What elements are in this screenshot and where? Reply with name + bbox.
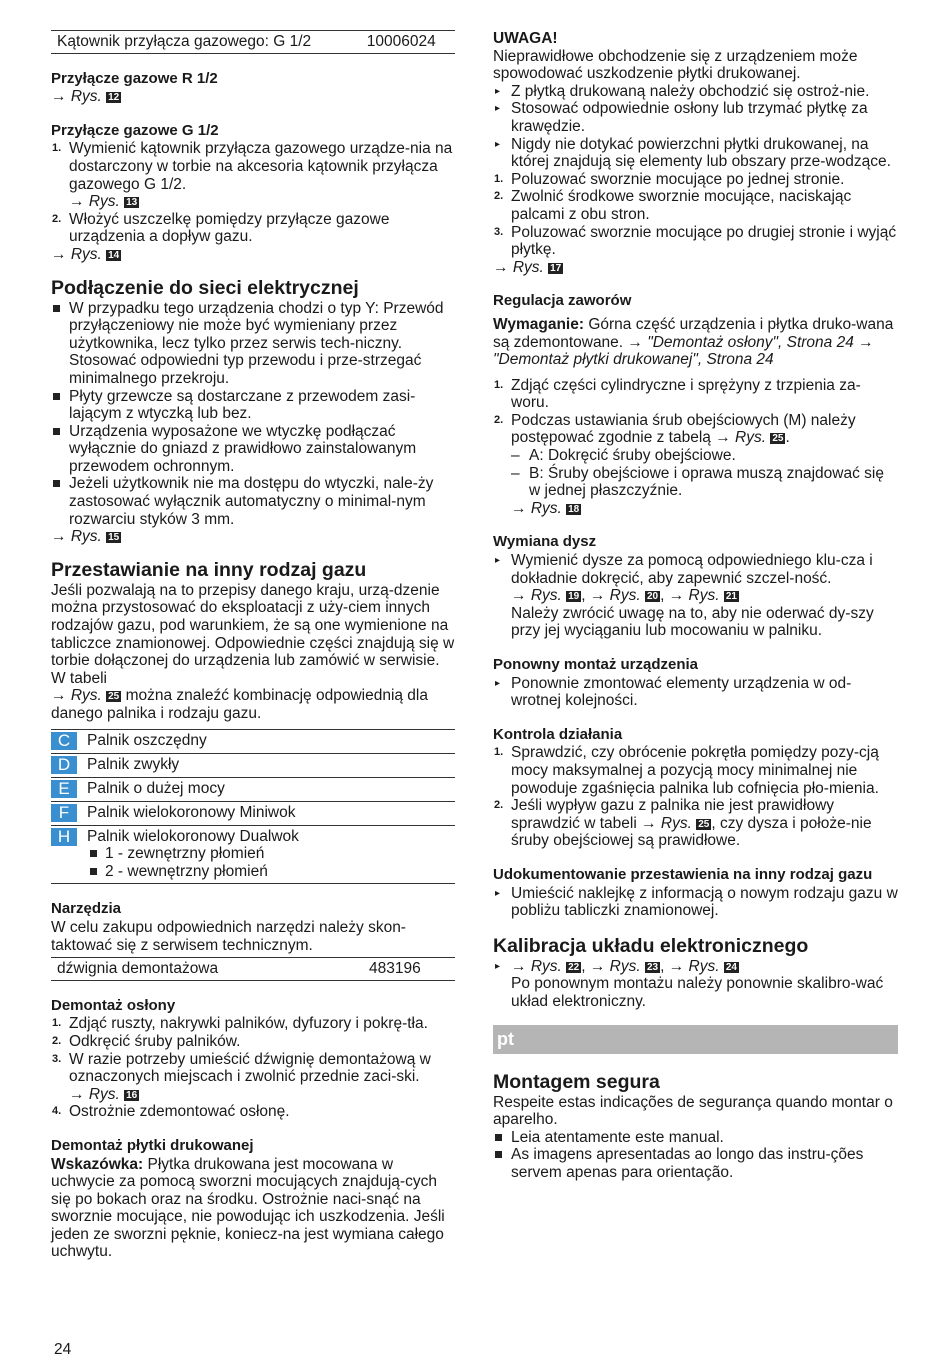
figure-badge: 24 [725, 961, 737, 973]
electric-ref: → Rys. 15 [51, 528, 120, 546]
burner-row [51, 778, 455, 802]
burner-letter: H [51, 828, 77, 846]
warning-text: Nieprawidłowe obchodzenie się z urządzeniem może spowodować uszkodzenie płytki drukowanej. [493, 47, 858, 83]
burner-row [51, 730, 455, 754]
figure-badge: 16 [126, 1089, 138, 1101]
burner-letter: F [51, 804, 77, 822]
electric-heading: Podłączenie do sieci elektrycznej [51, 276, 359, 299]
g12-heading: Przyłącze gazowe G 1/2 [51, 121, 219, 139]
figure-badge: 15 [108, 532, 120, 544]
cover-heading: Demontaż osłony [51, 996, 176, 1014]
tools-table [51, 957, 455, 981]
list-item: 2. Podczas ustawiania śrub obejściowych (M) należy postępować zgodnie z tabelą → Rys. 25 . [494, 411, 856, 447]
list-item: 1. Wymienić kątownik przyłącza gazowego urządze-nia na dostarczony w torbie na akcesoria kątownik przyłącza gazowego G 1/2. [52, 140, 453, 193]
tool-label: dźwignia demontażowa [57, 960, 219, 978]
pcb-note: Wskazówka: Płytka drukowana jest mocowana w uchwycie za pomocą sworzni mocujących znajdują-cych się po bokach oraz na środku. Ostrożnie naci-snąć na sworznie mocujące, nie powodując ich uszkodzenia. Jeśli jeden ze sworzni pęknie, koniecz-na jest wymiana całego uchwytu. [51, 1155, 445, 1261]
list-item: Płyty grzewcze są dostarczane z przewodem zasi-lającym z wtyczką lub bez. [51, 388, 455, 423]
check-heading: Kontrola działania [493, 725, 623, 743]
elbow-code: 10006024 [366, 33, 436, 50]
figure-badge: 12 [108, 92, 120, 104]
burner-letter: E [51, 780, 77, 798]
figure-badge: 25 [772, 433, 784, 445]
document-list [493, 885, 898, 920]
list-item: Urządzenia wyposażone we wtyczkę podłączać wyłącznie do gniazd z prawidłowo zainstalowanym przewodem ochronnym. [51, 423, 455, 476]
burner-sub: 2 - wewnętrzny płomień [87, 863, 299, 881]
valves-ref: → Rys. 18 [511, 499, 580, 517]
figure-badge: 25 [108, 691, 120, 703]
right-column [493, 30, 898, 1181]
burner-letter: C [51, 732, 77, 750]
left-column [51, 30, 455, 1261]
nozzles-heading: Wymiana dysz [493, 533, 597, 551]
tools-heading: Narzędzia [51, 900, 122, 918]
figure-badge: 23 [646, 961, 659, 973]
figure-badge: 22 [568, 961, 580, 973]
burner-name: Palnik o dużej mocy [87, 779, 225, 797]
burner-row [51, 754, 455, 778]
cover-steps [51, 1015, 455, 1121]
list-item: 2. Włożyć uszczelkę pomiędzy przyłącze gazowe urządzenia a dopływ gazu. [52, 210, 390, 246]
figure-badge: 14 [108, 249, 120, 261]
check-steps [493, 744, 898, 850]
calibration-heading: Kalibracja układu elektronicznego [493, 934, 809, 957]
link-pcb: "Demontaż płytki drukowanej", Strona 24 [493, 351, 774, 369]
list-item: 2. Zwolnić środkowe sworznie mocujące, naciskając palcami z obu stron. [494, 188, 852, 223]
list-item: 1. Sprawdzić, czy obrócenie pokrętła pomiędzy pozy-cją mocy maksymalnej a pozycją mocy minimalnej nie powoduje zgaśnięcia palnika lub cofnięcia pło-mienia. [494, 744, 879, 797]
conversion-heading: Przestawianie na inny rodzaj gazu [51, 558, 367, 581]
figure-badge: 17 [550, 262, 562, 274]
pt-text: Respeite estas indicações de segurança quando montar o aparelho. [493, 1093, 893, 1129]
list-item: 4. Ostrożnie zdemontować osłonę. [52, 1103, 290, 1121]
list-item: ▸ → Rys. 22 , → Rys. 23 , → Rys. 24 [495, 957, 737, 975]
r12-ref: → Rys. 12 [51, 88, 120, 106]
list-item: 3. Poluzować sworznie mocujące po drugiej stronie i wyjąć płytkę. [494, 223, 897, 259]
elbow-label: Kątownik przyłącza gazowego: G 1/2 [57, 33, 312, 50]
list-item: 2. Odkręcić śruby palników. [52, 1032, 241, 1050]
pt-list [493, 1129, 898, 1182]
list-item: ▸ Umieścić naklejkę z informacją o nowym rodzaju gazu w pobliżu tabliczki znamionowej. [495, 884, 898, 920]
list-item: 2. Jeśli wypływ gazu z palnika nie jest prawidłowy sprawdzić w tabeli → Rys. 25 , czy dysza i położe-nie śruby obejściowej są prawidłowe. [494, 797, 872, 850]
g12-steps [51, 140, 455, 246]
figure-badge: 21 [725, 591, 737, 603]
list-item: 3. W razie potrzeby umieścić dźwignię demontażową w oznaczonych miejscach i zwolnić przednie zaci-ski. [52, 1050, 431, 1086]
burner-name: Palnik oszczędny [87, 731, 207, 749]
burner-name: Palnik wielokoronowy Miniwok [87, 803, 296, 821]
nozzles-list [493, 552, 898, 640]
conversion-text: Jeśli pozwalają na to przepisy danego kraju, urzą-dzenie można przystosować do eksploatacji z uży-ciem innych rodzajów gazu, pod warunkiem, że są one wymienione na tabliczce znamionowej. Odpowiednie części znajdują się w torbie dołączonej do urządzenia lub zamówić w serwisie. W tabeli → Rys. 25 można znaleźć kombinację odpowiednią dla danego palnika i rodzaju gazu. [51, 581, 455, 722]
warning-list [493, 83, 898, 171]
figure-badge: 13 [126, 197, 138, 209]
nozzles-refs: → Rys. 19 , → Rys. 20 , → Rys. 21 [511, 587, 737, 605]
page-number: 24 [54, 1341, 72, 1358]
nozzles-note: Należy zwrócić uwagę na to, aby nie oderwać dy-szy przy jej wyciąganiu lub mocowaniu w palniku. [511, 604, 874, 640]
electric-list [51, 300, 455, 529]
figure-badge: 18 [568, 503, 580, 515]
pcb-heading: Demontaż płytki drukowanej [51, 1136, 254, 1154]
link-cover: "Demontaż osłony", Strona 24 [647, 333, 854, 351]
list-item: Jeżeli użytkownik nie ma dostępu do wtyczki, nale-ży zastosować wyłącznik automatyczny o minimal-nym rozwarciu styków 3 mm. [51, 475, 455, 528]
list-item: 1. Zdjąć części cylindryczne i sprężyny z trzpienia za-woru. [494, 376, 861, 412]
elbow-table [51, 30, 455, 54]
warning-steps [493, 171, 898, 259]
list-item: – B: Śruby obejściowe i oprawa muszą znajdować się w jednej płaszczyźnie. [511, 464, 884, 500]
list-item: ▸ Ponownie zmontować elementy urządzenia w od-wrotnej kolejności. [495, 674, 852, 710]
burner-name: Palnik wielokoronowy Dualwok [87, 827, 299, 845]
burner-row [51, 802, 455, 826]
list-item: ▸ Z płytką drukowaną należy obchodzić się ostroż-nie. [495, 82, 870, 100]
tools-text: W celu zakupu odpowiednich narzędzi należy skon-taktować się z serwisem technicznym. [51, 918, 406, 954]
document-heading: Udokumentowanie przestawienia na inny rodzaj gazu [493, 865, 873, 883]
list-item: As imagens apresentadas ao longo das instru-ções servem apenas para orientação. [493, 1146, 898, 1181]
figure-badge: 25 [698, 818, 710, 830]
burner-name: Palnik zwykły [87, 755, 180, 773]
warning-ref: → Rys. 17 [493, 258, 562, 276]
figure-badge: 19 [568, 591, 580, 603]
list-item: ▸ Nigdy nie dotykać powierzchni płytki drukowanej, na której znajdują się elementy lub obszary prze-wodzące. [495, 135, 891, 171]
valves-steps [493, 377, 898, 518]
burner-row [51, 826, 455, 885]
tool-code: 483196 [369, 960, 421, 978]
list-item: Leia atentamente este manual. [493, 1129, 898, 1147]
valves-heading: Regulacja zaworów [493, 292, 632, 310]
list-item: W przypadku tego urządzenia chodzi o typ Y: Przewód przyłączeniowy nie może być wymieniany przez użytkownika, lecz tylko przez serwis tech-niczny. Stosować odpowiedni typ przewodu i prze-strzegać minimalnego przekroju. [51, 300, 455, 388]
pt-heading: Montagem segura [493, 1070, 660, 1093]
calibration-list [493, 958, 898, 1011]
g12-step1-ref: → Rys. 13 [69, 193, 138, 211]
r12-heading: Przyłącze gazowe R 1/2 [51, 69, 218, 87]
list-item: 1. Zdjąć ruszty, nakrywki palników, dyfuzory i pokrę-tła. [52, 1015, 428, 1033]
burner-table [51, 729, 455, 885]
language-bar: pt [493, 1025, 898, 1054]
reassembly-list [493, 675, 898, 710]
list-item: 1. Poluzować sworznie mocujące po jednej stronie. [494, 170, 845, 188]
cover-step3-ref: → Rys. 16 [69, 1085, 138, 1103]
burner-letter: D [51, 756, 77, 774]
reassembly-heading: Ponowny montaż urządzenia [493, 656, 699, 673]
list-item: ▸ Stosować odpowiednie osłony lub trzymać płytkę za krawędzie. [495, 100, 868, 135]
figure-badge: 20 [646, 591, 659, 603]
warning-heading: UWAGA! [493, 30, 558, 47]
g12-ref: → Rys. 14 [51, 245, 120, 263]
valves-requirement: Wymaganie: Górna część urządzenia i płytka druko-wana są zdemontowane. → "Demontaż osłony", Strona 24 → "Demontaż płytki drukowanej", Strona 24 [493, 315, 894, 369]
list-item: ▸ Wymienić dysze za pomocą odpowiedniego klu-cza i dokładnie dokręcić, aby zapewnić szczel-ność. [495, 552, 873, 587]
list-item: – A: Dokręcić śruby obejściowe. [511, 447, 736, 465]
calibration-text: Po ponownym montażu należy ponownie skalibro-wać układ elektroniczny. [511, 975, 884, 1010]
burner-sub: 1 - zewnętrzny płomień [87, 845, 299, 863]
